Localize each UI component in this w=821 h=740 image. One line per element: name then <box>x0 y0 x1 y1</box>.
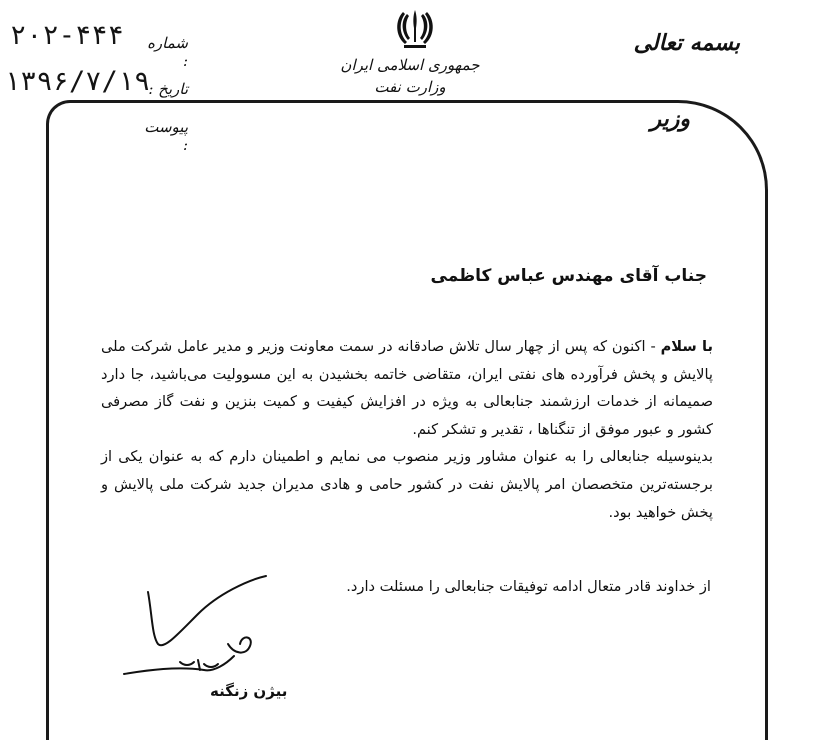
iran-emblem-icon <box>392 6 438 52</box>
letter-attachment-label: پیوست : <box>144 118 188 154</box>
paragraph-1 <box>101 333 713 443</box>
paragraph-2: بدینوسیله جنابعالی را به عنوان مشاور وزیر منصوب می نمایم و اطمینان دارم که به عنوان یکی از برجسته‌ترین متخصصان امر پالایش نفت در کشور حامی و هادی مدیران جدید شرکت ملی پالایش و پخش خواهید بود. <box>101 448 713 521</box>
bismillah-heading: بسمه تعالی <box>633 30 740 56</box>
ministry-heading <box>330 54 490 98</box>
letter-number-label: شماره : <box>147 34 188 70</box>
closing-line: از خداوند قادر متعال ادامه توفیقات جنابعالی را مسئلت دارد. <box>346 578 711 595</box>
letter-number-value: ۲۰۲-۴۴۴ <box>10 20 124 51</box>
letter-date-value: ۱۳۹۶/۷/۱۹ <box>4 66 151 97</box>
addressee: جناب آقای مهندس عباس کاظمی <box>430 266 707 286</box>
handwritten-signature-icon <box>118 574 278 694</box>
letter-date-label: تاریخ : <box>148 80 188 98</box>
letter-body <box>101 333 713 526</box>
ministry-line-2: وزارت نفت <box>374 78 446 96</box>
signatory-name: بیژن زنگنه <box>210 682 288 700</box>
ministry-line-1: جمهوری اسلامی ایران <box>340 56 480 74</box>
greeting: با سلام <box>660 338 714 355</box>
office-title: وزیر <box>650 106 690 132</box>
paragraph-1-text: - اکنون که پس از چهار سال تلاش صادقانه در سمت معاونت وزیر و مدیر عامل شرکت ملی پالایش و پخش فرآورده های نفتی ایران، متقاضی خاتمه بخشیدن به این مسوولیت می‌باشید، جا دارد صمیمانه از خدمات ارزشمند جنابعالی به ویژه در افزایش کیفیت و کمیت بنزین و نفت گاز مصرفی کشور و عبور موفق از تنگناها ، تقدیر و تشکر کنم. <box>101 338 713 438</box>
